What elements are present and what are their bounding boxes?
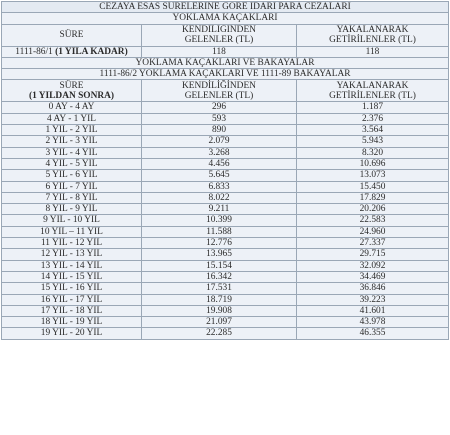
table-row xyxy=(2,204,449,215)
table-row xyxy=(2,249,449,260)
cell-yakala: 22.583 xyxy=(297,215,449,226)
cell-sure: 19 YIL - 20 YIL xyxy=(2,328,142,339)
cell-yakala: 1.187 xyxy=(297,102,449,113)
section2-header-row xyxy=(2,80,449,102)
cell-sure: 10 YIL – 11 YIL xyxy=(2,226,142,237)
section2-title1-row xyxy=(2,57,449,68)
cell-sure: 15 YIL - 16 YIL xyxy=(2,283,142,294)
cell-sure: 18 YIL - 19 YIL xyxy=(2,317,142,328)
cell-yakala: 39.223 xyxy=(297,294,449,305)
section1-row-sure xyxy=(2,46,142,57)
cell-sure: 17 YIL - 18 YIL xyxy=(2,305,142,316)
section1-row-bold: (1 YILA KADAR) xyxy=(55,46,128,57)
cell-yakala: 20.206 xyxy=(297,204,449,215)
cell-yakala: 8.320 xyxy=(297,147,449,158)
cell-kendi: 12.776 xyxy=(142,238,297,249)
cell-sure: 11 YIL - 12 YIL xyxy=(2,238,142,249)
cell-kendi: 10.399 xyxy=(142,215,297,226)
cell-yakala: 41.601 xyxy=(297,305,449,316)
cell-yakala: 5.943 xyxy=(297,136,449,147)
cell-yakala: 43.978 xyxy=(297,317,449,328)
table-row xyxy=(2,271,449,282)
table-row xyxy=(2,283,449,294)
cell-kendi: 296 xyxy=(142,102,297,113)
cell-yakala: 10.696 xyxy=(297,158,449,169)
cell-yakala: 29.715 xyxy=(297,249,449,260)
cell-yakala: 46.355 xyxy=(297,328,449,339)
section1-title-row xyxy=(2,13,449,24)
table-row xyxy=(2,305,449,316)
table-title-row xyxy=(2,2,449,13)
cell-kendi: 18.719 xyxy=(142,294,297,305)
table-row xyxy=(2,102,449,113)
penalty-table xyxy=(1,1,449,340)
cell-sure: 12 YIL - 13 YIL xyxy=(2,249,142,260)
cell-kendi: 11.588 xyxy=(142,226,297,237)
table-row xyxy=(2,181,449,192)
cell-yakala: 17.829 xyxy=(297,192,449,203)
table-row xyxy=(2,317,449,328)
cell-sure: 6 YIL - 7 YIL xyxy=(2,181,142,192)
cell-kendi: 5.645 xyxy=(142,170,297,181)
cell-kendi: 4.456 xyxy=(142,158,297,169)
cell-kendi: 6.833 xyxy=(142,181,297,192)
section1-data-row xyxy=(2,46,449,57)
cell-kendi: 17.531 xyxy=(142,283,297,294)
section2-title1: YOKLAMA KAÇAKLARI VE BAKAYALAR xyxy=(2,57,449,68)
cell-yakala: 36.846 xyxy=(297,283,449,294)
cell-yakala: 15.450 xyxy=(297,181,449,192)
table-row xyxy=(2,158,449,169)
cell-yakala: 3.564 xyxy=(297,125,449,136)
section2-title2: 1111-86/2 YOKLAMA KAÇAKLARI VE 1111-89 BAKAYALAR xyxy=(2,69,449,80)
table-row xyxy=(2,294,449,305)
table-row xyxy=(2,125,449,136)
section2-header-sure-line1: SÜRE xyxy=(59,80,84,91)
cell-sure: 14 YIL - 15 YIL xyxy=(2,271,142,282)
section2-header-yakala: YAKALANARAK GETİRİLENLER (TL) xyxy=(297,80,449,102)
section2-header-sure-line2: (1 YILDAN SONRA) xyxy=(28,90,115,101)
penalty-table-container xyxy=(1,1,449,340)
cell-yakala: 27.337 xyxy=(297,238,449,249)
cell-sure: 8 YIL - 9 YIL xyxy=(2,204,142,215)
table-row xyxy=(2,226,449,237)
cell-sure: 1 YIL - 2 YIL xyxy=(2,125,142,136)
table-row xyxy=(2,192,449,203)
table-title: CEZAYA ESAS SÜRELERİNE GÖRE İDARİ PARA CEZALARI xyxy=(2,2,449,13)
cell-sure: 5 YIL - 6 YIL xyxy=(2,170,142,181)
table-row xyxy=(2,170,449,181)
cell-yakala: 32.092 xyxy=(297,260,449,271)
section1-row-prefix: 1111-86/1 xyxy=(15,46,56,57)
cell-sure: 9 YIL - 10 YIL xyxy=(2,215,142,226)
section1-title: YOKLAMA KAÇAKLARI xyxy=(2,13,449,24)
cell-yakala: 34.469 xyxy=(297,271,449,282)
table-row xyxy=(2,328,449,339)
cell-sure: 4 AY - 1 YIL xyxy=(2,113,142,124)
section1-header-sure: SÜRE xyxy=(2,24,142,46)
section2-title2-row xyxy=(2,69,449,80)
cell-kendi: 3.268 xyxy=(142,147,297,158)
table-row xyxy=(2,136,449,147)
cell-kendi: 15.154 xyxy=(142,260,297,271)
cell-sure: 3 YIL - 4 YIL xyxy=(2,147,142,158)
table-row xyxy=(2,215,449,226)
section1-header-yakala: YAKALANARAK GETİRİLENLER (TL) xyxy=(297,24,449,46)
cell-sure: 0 AY - 4 AY xyxy=(2,102,142,113)
cell-kendi: 593 xyxy=(142,113,297,124)
table-row xyxy=(2,238,449,249)
cell-kendi: 8.022 xyxy=(142,192,297,203)
section1-row-yakala: 118 xyxy=(297,46,449,57)
cell-kendi: 22.285 xyxy=(142,328,297,339)
cell-sure: 4 YIL - 5 YIL xyxy=(2,158,142,169)
cell-yakala: 24.960 xyxy=(297,226,449,237)
cell-kendi: 19.908 xyxy=(142,305,297,316)
table-row xyxy=(2,260,449,271)
cell-yakala: 2.376 xyxy=(297,113,449,124)
table-row xyxy=(2,113,449,124)
cell-kendi: 9.211 xyxy=(142,204,297,215)
cell-sure: 2 YIL - 3 YIL xyxy=(2,136,142,147)
cell-kendi: 890 xyxy=(142,125,297,136)
cell-kendi: 2.079 xyxy=(142,136,297,147)
section1-header-kendi: KENDİLİĞİNDEN GELENLER (TL) xyxy=(142,24,297,46)
penalty-table-body xyxy=(2,2,449,340)
cell-sure: 7 YIL - 8 YIL xyxy=(2,192,142,203)
cell-kendi: 13.965 xyxy=(142,249,297,260)
section1-header-row xyxy=(2,24,449,46)
cell-sure: 13 YIL - 14 YIL xyxy=(2,260,142,271)
section2-header-kendi: KENDİLİĞİNDEN GELENLER (TL) xyxy=(142,80,297,102)
section1-row-kendi: 118 xyxy=(142,46,297,57)
cell-kendi: 21.097 xyxy=(142,317,297,328)
cell-yakala: 13.073 xyxy=(297,170,449,181)
table-row xyxy=(2,147,449,158)
section2-header-sure xyxy=(2,80,142,102)
cell-sure: 16 YIL - 17 YIL xyxy=(2,294,142,305)
cell-kendi: 16.342 xyxy=(142,271,297,282)
